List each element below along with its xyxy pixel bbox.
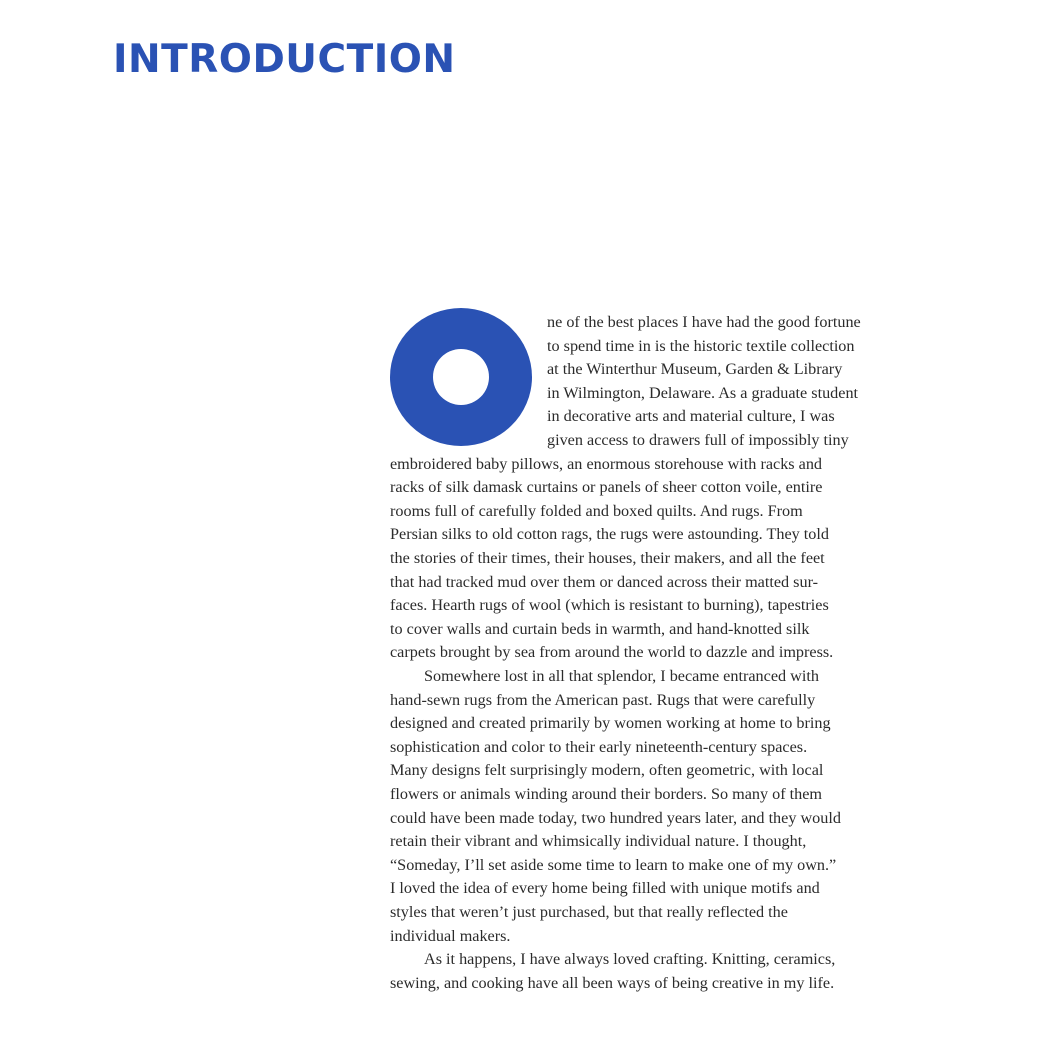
body-line: Somewhere lost in all that splendor, I became entranced with	[424, 667, 819, 685]
page-title: INTRODUCTION	[113, 37, 456, 82]
body-line: retain their vibrant and whimsically individual nature. I thought,	[390, 832, 807, 851]
body-line: designed and created primarily by women working at home to bring	[390, 714, 831, 733]
body-line: carpets brought by sea from around the world to dazzle and impress.	[390, 643, 834, 662]
body-line: “Someday, I’ll set aside some time to learn to make one of my own.”	[390, 855, 837, 874]
body-line: in Wilmington, Delaware. As a graduate student	[547, 383, 859, 402]
body-line: at the Winterthur Museum, Garden & Library	[547, 360, 843, 379]
body-line: Many designs felt surprisingly modern, often geometric, with local	[390, 761, 824, 780]
body-line: sewing, and cooking have all been ways of being creative in my life.	[390, 973, 835, 992]
drop-cap-o	[390, 308, 532, 446]
body-line: sophistication and color to their early nineteenth-century spaces.	[390, 737, 808, 756]
body-line: given access to drawers full of impossibly tiny	[547, 431, 849, 449]
body-line: embroidered baby pillows, an enormous storehouse with racks and	[390, 454, 823, 473]
body-line: faces. Hearth rugs of wool (which is resistant to burning), tapestries	[390, 596, 829, 615]
body-line: Persian silks to old cotton rags, the rugs were astounding. They told	[390, 525, 829, 544]
body-line: individual makers.	[390, 926, 511, 945]
body-line: styles that weren’t just purchased, but that really reflected the	[390, 903, 788, 921]
body-line: could have been made today, two hundred years later, and they would	[390, 808, 841, 827]
body-line: that had tracked mud over them or danced across their matted sur-	[390, 572, 819, 591]
body-line: I loved the idea of every home being filled with unique motifs and	[390, 879, 820, 898]
body-line: racks of silk damask curtains or panels of sheer cotton voile, entire	[390, 478, 823, 497]
body-line: the stories of their times, their houses, their makers, and all the feet	[390, 549, 825, 567]
body-line: to spend time in is the historic textile collection	[547, 336, 855, 355]
body-line: As it happens, I have always loved crafting. Knitting, ceramics,	[424, 950, 836, 969]
body-line: hand-sewn rugs from the American past. Rugs that were carefully	[390, 690, 816, 709]
body-line: in decorative arts and material culture, I was	[547, 407, 835, 426]
drop-cap-counter	[433, 349, 489, 405]
body-line: flowers or animals winding around their borders. So many of them	[390, 785, 823, 803]
body-line: rooms full of carefully folded and boxed quilts. And rugs. From	[390, 501, 803, 520]
body-line: ne of the best places I have had the good fortune	[547, 313, 861, 331]
body-line: to cover walls and curtain beds in warmth, and hand-knotted silk	[390, 619, 810, 638]
